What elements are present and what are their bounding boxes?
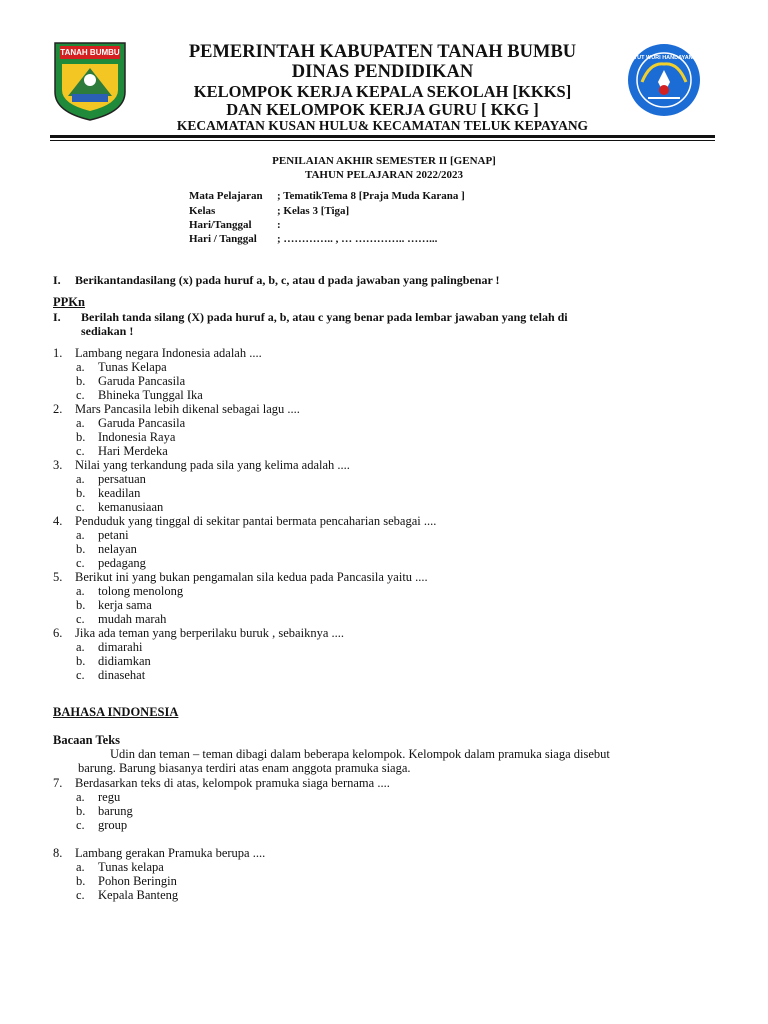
option-text: barung	[98, 804, 133, 818]
option-letter: c.	[76, 444, 85, 458]
option-letter: a.	[76, 790, 85, 804]
question-1	[53, 346, 262, 360]
option-text: dinasehat	[98, 668, 146, 682]
meta-subject-key: Mata Pelajaran	[189, 190, 263, 202]
emblem-label: TANAH BUMBU	[60, 48, 120, 57]
meta-date-value: ; ………….. , … ………….. ……...	[277, 233, 438, 245]
option-letter: c.	[76, 388, 85, 402]
option-letter: a.	[76, 640, 85, 654]
option-letter: c.	[76, 612, 85, 626]
option-letter: a.	[76, 584, 85, 598]
meta-day-value: :	[277, 219, 281, 231]
logo-motto: TUT WURI HANDAYANI	[633, 55, 695, 61]
option-5a	[76, 584, 183, 598]
option-text: nelayan	[98, 542, 137, 556]
option-text: group	[98, 818, 128, 832]
question-2	[53, 402, 300, 416]
option-letter: c.	[76, 888, 85, 902]
header-kkks: KELOMPOK KERJA KEPALA SEKOLAH [KKKS]	[193, 82, 572, 101]
option-3b	[76, 486, 140, 500]
option-letter: b.	[76, 654, 86, 668]
option-3a	[76, 472, 146, 486]
question-text: Mars Pancasila lebih dikenal sebagai lagu ....	[75, 402, 300, 416]
option-text: Bhineka Tunggal Ika	[98, 388, 203, 402]
option-letter: a.	[76, 860, 85, 874]
question-number: 6.	[53, 626, 63, 640]
meta-class	[189, 205, 349, 217]
option-4a	[76, 528, 129, 542]
question-number: 5.	[53, 570, 63, 584]
tut-wuri-handayani-logo	[612, 42, 716, 118]
option-text: Kepala Banteng	[98, 888, 179, 902]
option-8a	[76, 860, 164, 874]
ppkn-instruction-num: I.	[53, 310, 61, 324]
option-text: Hari Merdeka	[98, 444, 168, 458]
option-5c	[76, 612, 166, 626]
option-letter: b.	[76, 374, 86, 388]
reading-line2: barung. Barung biasanya terdiri atas enam anggota pramuka siaga.	[78, 761, 411, 775]
option-text: dimarahi	[98, 640, 143, 654]
option-letter: b.	[76, 430, 86, 444]
question-4	[53, 514, 436, 528]
option-7a	[76, 790, 120, 804]
option-6a	[76, 640, 142, 654]
option-letter: a.	[76, 472, 85, 486]
header-department: DINAS PENDIDIKAN	[291, 62, 474, 82]
option-letter: a.	[76, 416, 85, 430]
option-text: Garuda Pancasila	[98, 416, 186, 430]
bahasa-heading: BAHASA INDONESIA	[53, 705, 179, 719]
question-text: Berikut ini yang bukan pengamalan sila kedua pada Pancasila yaitu ....	[75, 570, 428, 584]
option-text: kemanusiaan	[98, 500, 164, 514]
meta-date	[189, 233, 437, 245]
meta-class-value: ; Kelas 3 [Tiga]	[277, 205, 350, 217]
ppkn-heading: PPKn	[53, 295, 85, 309]
exam-title: PENILAIAN AKHIR SEMESTER II [GENAP]	[272, 155, 496, 167]
question-text: Lambang gerakan Pramuka berupa ....	[75, 846, 266, 860]
option-letter: b.	[76, 542, 86, 556]
ppkn-instruction-line1: Berilah tanda silang (X) pada huruf a, b, atau c yang benar pada lembar jawaban yang telah di	[81, 310, 568, 324]
option-4c	[76, 556, 146, 570]
option-text: keadilan	[98, 486, 141, 500]
option-6b	[76, 654, 151, 668]
option-letter: a.	[76, 360, 85, 374]
option-letter: b.	[76, 486, 86, 500]
question-5	[53, 570, 428, 584]
option-3c	[76, 500, 163, 514]
question-7	[53, 776, 390, 790]
option-text: regu	[98, 790, 121, 804]
option-text: tolong menolong	[98, 584, 184, 598]
option-8b	[76, 874, 177, 888]
ppkn-instruction	[53, 310, 568, 325]
option-text: Garuda Pancasila	[98, 374, 186, 388]
option-text: Pohon Beringin	[98, 874, 177, 888]
option-2a	[76, 416, 185, 430]
question-text: Berdasarkan teks di atas, kelompok pramuka siaga bernama ....	[75, 776, 390, 790]
option-letter: a.	[76, 528, 85, 542]
option-5b	[76, 598, 152, 612]
question-3	[53, 458, 350, 472]
question-number: 1.	[53, 346, 63, 360]
option-1b	[76, 374, 185, 388]
meta-subject-value: ; TematikTema 8 [Praja Muda Karana ]	[277, 190, 465, 202]
ppkn-instruction-line2: sediakan !	[81, 324, 134, 338]
exam-year: TAHUN PELAJARAN 2022/2023	[304, 169, 464, 181]
main-instruction-text: Berikantandasilang (x) pada huruf a, b, c, atau d pada jawaban yang palingbenar !	[75, 273, 500, 287]
meta-class-key: Kelas	[189, 205, 216, 217]
option-6c	[76, 668, 145, 682]
reading-title: Bacaan Teks	[53, 733, 121, 747]
option-text: Indonesia Raya	[98, 430, 176, 444]
question-text: Penduduk yang tinggal di sekitar pantai bermata pencaharian sebagai ....	[75, 514, 437, 528]
question-number: 4.	[53, 514, 63, 528]
option-letter: c.	[76, 556, 85, 570]
question-8	[53, 846, 265, 860]
question-text: Nilai yang terkandung pada sila yang kelima adalah ....	[75, 458, 350, 472]
option-letter: c.	[76, 500, 85, 514]
question-text: Jika ada teman yang berperilaku buruk , sebaiknya ....	[75, 626, 345, 640]
option-text: didiamkan	[98, 654, 151, 668]
meta-day-key: Hari/Tanggal	[189, 219, 252, 231]
option-7b	[76, 804, 133, 818]
header-rule-thin	[50, 140, 715, 141]
question-number: 3.	[53, 458, 63, 472]
option-letter: b.	[76, 598, 86, 612]
question-number: 8.	[53, 846, 63, 860]
meta-day	[189, 219, 281, 231]
header-government: PEMERINTAH KABUPATEN TANAH BUMBU	[188, 42, 577, 62]
option-1c	[76, 388, 203, 402]
option-1a	[76, 360, 167, 374]
tanah-bumbu-emblem	[52, 40, 128, 122]
option-text: persatuan	[98, 472, 146, 486]
option-2b	[76, 430, 175, 444]
question-6	[53, 626, 344, 640]
option-2c	[76, 444, 168, 458]
option-8c	[76, 888, 178, 902]
question-text: Lambang negara Indonesia adalah ....	[75, 346, 262, 360]
meta-date-key: Hari / Tanggal	[189, 233, 257, 245]
meta-subject	[189, 190, 465, 202]
question-number: 7.	[53, 776, 63, 790]
main-instruction	[53, 273, 500, 288]
option-letter: b.	[76, 804, 86, 818]
option-text: kerja sama	[98, 598, 152, 612]
option-text: mudah marah	[98, 612, 167, 626]
question-number: 2.	[53, 402, 63, 416]
option-letter: b.	[76, 874, 86, 888]
option-letter: c.	[76, 818, 85, 832]
main-instruction-num: I.	[53, 273, 61, 287]
option-7c	[76, 818, 127, 832]
option-text: Tunas Kelapa	[98, 360, 167, 374]
header-district: KECAMATAN KUSAN HULU& KECAMATAN TELUK KEPAYANG	[176, 118, 589, 133]
option-text: petani	[98, 528, 129, 542]
option-letter: c.	[76, 668, 85, 682]
header-kkg: DAN KELOMPOK KERJA GURU [ KKG ]	[226, 100, 539, 119]
header-rule-thick	[50, 135, 715, 138]
option-text: Tunas kelapa	[98, 860, 164, 874]
option-text: pedagang	[98, 556, 146, 570]
reading-line1: Udin dan teman – teman dibagi dalam beberapa kelompok. Kelompok dalam pramuka siaga disebut	[110, 747, 610, 761]
option-4b	[76, 542, 137, 556]
